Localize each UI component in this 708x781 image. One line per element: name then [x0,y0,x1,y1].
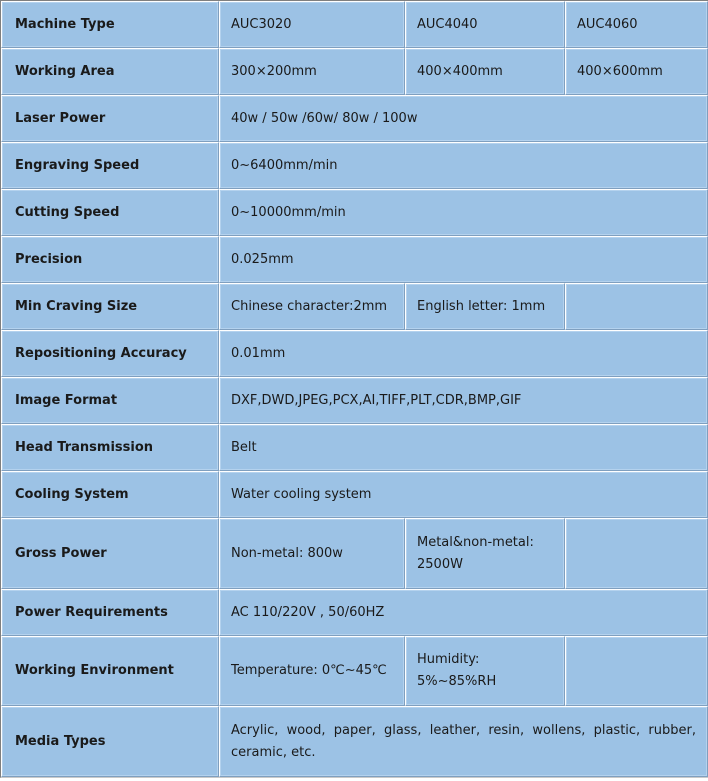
spec-value: 0.01mm [219,330,708,377]
spec-value: 0~6400mm/min [219,142,708,189]
spec-label: Head Transmission [1,424,219,471]
table-row [1,424,708,471]
spec-label: Media Types [1,706,219,777]
spec-value: DXF,DWD,JPEG,PCX,AI,TIFF,PLT,CDR,BMP,GIF [219,377,708,424]
table-row [1,330,708,377]
spec-value: Belt [219,424,708,471]
spec-label: Machine Type [1,1,219,48]
spec-value: AC 110/220V , 50/60HZ [219,589,708,636]
spec-label: Gross Power [1,518,219,589]
spec-value: Metal&non-metal: 2500W [405,518,565,589]
spec-value: Non-metal: 800w [219,518,405,589]
spec-value: Chinese character:2mm [219,283,405,330]
spec-value [565,636,708,706]
table-row [1,236,708,283]
spec-label: Precision [1,236,219,283]
spec-value: English letter: 1mm [405,283,565,330]
spec-label: Image Format [1,377,219,424]
table-row [1,636,708,706]
spec-value: 400×600mm [565,48,708,95]
spec-value [565,518,708,589]
spec-label: Power Requirements [1,589,219,636]
table-row [1,518,708,589]
spec-value: 0.025mm [219,236,708,283]
spec-label: Laser Power [1,95,219,142]
table-row [1,1,708,48]
spec-value: 40w / 50w /60w/ 80w / 100w [219,95,708,142]
table-row [1,283,708,330]
table-row [1,48,708,95]
spec-label: Working Area [1,48,219,95]
table-row [1,589,708,636]
table-row [1,706,708,777]
spec-label: Cutting Speed [1,189,219,236]
table-row [1,471,708,518]
table-row [1,377,708,424]
table-row [1,189,708,236]
spec-value: Water cooling system [219,471,708,518]
spec-value: 0~10000mm/min [219,189,708,236]
spec-label: Working Environment [1,636,219,706]
spec-label: Repositioning Accuracy [1,330,219,377]
spec-value: 400×400mm [405,48,565,95]
table-row [1,142,708,189]
spec-value: Temperature: 0℃~45℃ [219,636,405,706]
spec-value: 300×200mm [219,48,405,95]
spec-value [565,283,708,330]
spec-label: Min Craving Size [1,283,219,330]
spec-value: Acrylic, wood, paper, glass, leather, resin, wollens, plastic, rubber, ceramic, etc. [219,706,708,777]
spec-label: Engraving Speed [1,142,219,189]
spec-value: AUC4040 [405,1,565,48]
spec-value: AUC4060 [565,1,708,48]
table-row [1,95,708,142]
spec-value: AUC3020 [219,1,405,48]
spec-value: Humidity: 5%~85%RH [405,636,565,706]
spec-label: Cooling System [1,471,219,518]
